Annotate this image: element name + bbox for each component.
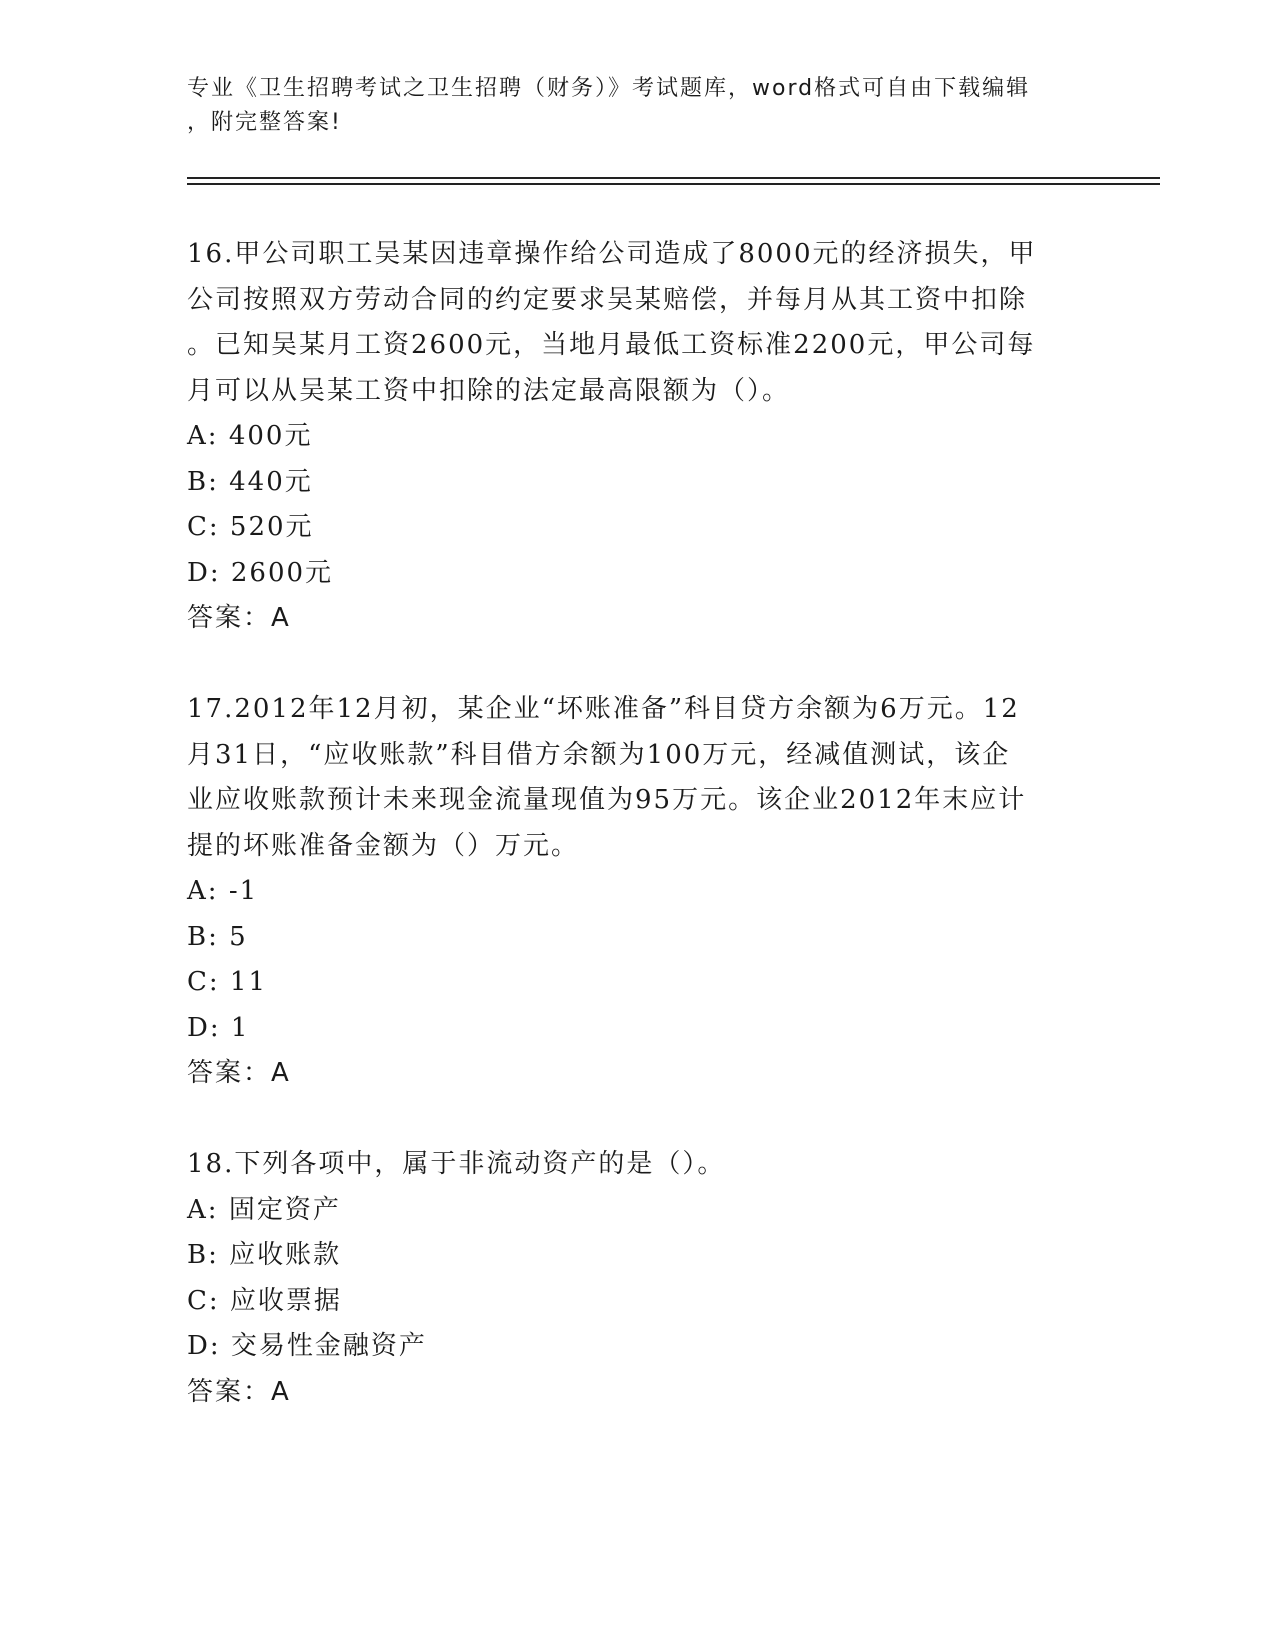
option-letter: B: <box>187 466 219 497</box>
answer-key: 答案：A <box>187 603 291 633</box>
answer-key: 答案：A <box>187 1376 291 1407</box>
option-letter: B: <box>187 1240 219 1270</box>
option-letter: C: <box>187 1285 220 1316</box>
option-text: 520元 <box>229 512 314 542</box>
option-text: 11 <box>229 967 268 997</box>
answer-option <box>187 1006 1087 1052</box>
answer-option <box>187 505 1087 551</box>
header-divider-bottom <box>187 183 1160 185</box>
answer-option <box>187 1188 1087 1234</box>
question-block <box>187 1142 1087 1415</box>
option-letter: C: <box>187 512 220 542</box>
question-stem-line: 业应收账款预计未来现金流量现值为95万元。该企业2012年末应计 <box>187 785 1027 815</box>
option-letter: B: <box>187 921 219 952</box>
option-letter: D: <box>187 1331 221 1361</box>
question-block <box>187 232 1087 642</box>
answer-option <box>187 915 1087 961</box>
question-block <box>187 687 1087 1097</box>
option-text: 400元 <box>228 421 313 451</box>
answer-option <box>187 1324 1087 1370</box>
answer-key: 答案：A <box>187 1058 291 1088</box>
option-text: 交易性金融资产 <box>230 1331 427 1361</box>
answer-option <box>187 869 1087 915</box>
question-stem-line: 16.甲公司职工吴某因违章操作给公司造成了8000元的经济损失，甲 <box>187 239 1037 269</box>
answer-option <box>187 960 1087 1006</box>
option-letter: A: <box>187 876 219 906</box>
document-header <box>187 72 1067 140</box>
question-stem-line: 。已知吴某月工资2600元，当地月最低工资标准2200元，甲公司每 <box>187 330 1036 360</box>
option-text: 440元 <box>229 466 313 497</box>
question-stem-line: 提的坏账准备金额为（）万元。 <box>187 830 580 861</box>
answer-option <box>187 1233 1087 1279</box>
option-letter: A: <box>187 421 219 451</box>
answer-option <box>187 414 1087 460</box>
option-text: 2600元 <box>230 557 334 588</box>
option-text: 5 <box>229 921 248 952</box>
question-stem-line: 公司按照双方劳动合同的约定要求吴某赔偿，并每月从其工资中扣除 <box>187 284 1028 315</box>
header-line-2: ，附完整答案! <box>187 110 342 135</box>
option-text: -1 <box>228 876 259 906</box>
question-list <box>187 232 1087 1415</box>
header-divider-top <box>187 177 1160 179</box>
question-stem-line: 17.2012年12月初，某企业“坏账准备”科目贷方余额为6万元。12 <box>187 694 1020 724</box>
option-letter: C: <box>187 967 220 997</box>
answer-option <box>187 551 1087 597</box>
question-stem-line: 月31日，“应收账款”科目借方余额为100万元，经减值测试，该企 <box>187 739 1011 770</box>
option-text: 应收账款 <box>229 1240 342 1270</box>
option-text: 固定资产 <box>228 1194 341 1225</box>
option-letter: A: <box>187 1194 219 1225</box>
answer-option <box>187 1279 1087 1325</box>
question-stem-line: 月可以从吴某工资中扣除的法定最高限额为（）。 <box>187 375 791 406</box>
option-letter: D: <box>187 557 221 588</box>
option-text: 1 <box>230 1012 250 1043</box>
answer-option <box>187 460 1087 506</box>
question-stem-line: 18.下列各项中，属于非流动资产的是（）。 <box>187 1149 726 1179</box>
header-line-1: 专业《卫生招聘考试之卫生招聘（财务）》考试题库，word格式可自由下载编辑 <box>187 76 1031 101</box>
option-letter: D: <box>187 1012 221 1043</box>
option-text: 应收票据 <box>229 1285 342 1316</box>
